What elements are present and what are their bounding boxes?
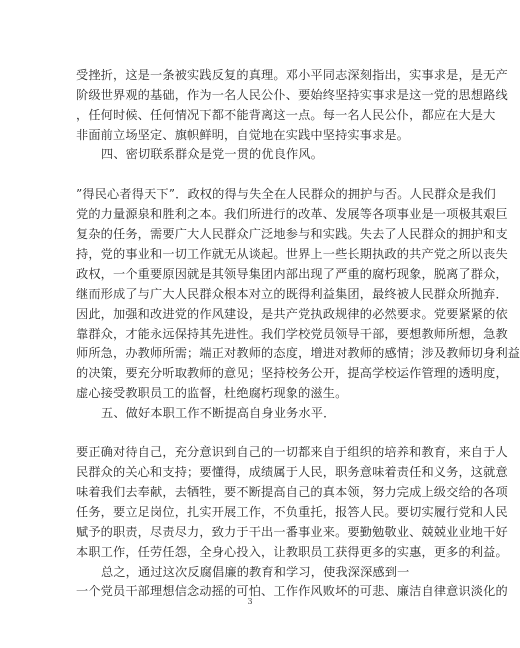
text-line: ，任何时候、任何情况下都不能背离这一点。每一名人民公仆，都应在大是大: [76, 108, 496, 122]
text-line: 非面前立场坚定、旗帜鲜明，自觉地在实践中坚持实事求是。: [76, 128, 410, 142]
text-line: 受挫折，这是一条被实践反复的真理。邓小平同志深刻指出，实事求是，是无产: [76, 68, 508, 82]
text-line: 赋予的职责，尽责尽力，致力于干出一番事业来。要勤勉敬业、兢兢业业地干好: [76, 525, 508, 539]
text-line: 阶级世界观的基础，作为一名人民公仆、要始终坚持实事求是这一党的思想路线: [76, 88, 508, 102]
text-line: 党的力量源泉和胜利之本。我们所进行的改革、发展等各项事业是一项极其艰巨: [76, 207, 508, 221]
text-line: 复杂的任务，需要广大人民群众广泛地参与和实践。失去了人民群众的拥护和支: [76, 227, 508, 241]
text-line: 任务，要立足岗位，扎实开展工作，不负重托，报答人民。要切实履行党和人民: [76, 505, 508, 519]
text-line: 的决策，要充分听取教师的意见；坚持校务公开，提高学校运作管理的透明度，: [76, 366, 508, 380]
section-heading: 四、密切联系群众是党一贯的优良作风。: [101, 147, 324, 161]
section-heading: 五、做好本职工作不断提高自身业务水平．: [101, 406, 336, 420]
text-line: 靠群众，才能永远保持其先进性。我们学校党员领导干部，要想教师所想，急教: [76, 327, 508, 341]
text-line: 味着我们去奉献，去牺牲，要不断提高自己的真本领，努力完成上级交给的各项: [76, 485, 508, 499]
text-line: 要正确对待自己，充分意识到自己的一切都来自于组织的培养和教育，来自于人: [76, 445, 508, 459]
text-line: 本职工作，任劳任怨，全身心投入，让教职员工获得更多的实惠，更多的利益。: [76, 545, 508, 559]
text-line: 师所急，办教师所需；端正对教师的态度，增进对教师的感情；涉及教师切身利益: [76, 346, 520, 360]
text-line: 总之，通过这次反腐倡廉的教育和学习，使我深深感到一: [101, 565, 410, 579]
text-line: 民群众的关心和支持；要懂得，成绩属于人民，职务意味着责任和义务，这就意: [76, 465, 508, 479]
text-line: 因此，加强和改进党的作风建设，是共产党执政规律的必然要求。党要紧紧的依: [76, 307, 508, 321]
text-line: 一个党员干部理想信念动摇的可怕、工作作风败坏的可悲、廉洁自律意识淡化的: [76, 584, 508, 598]
page-number: 3: [247, 597, 253, 606]
text-line: 继而形成了与广大人民群众根本对立的既得利益集团，最终被人民群众所抛弃．: [76, 287, 508, 301]
text-line: 虚心接受教职员工的监督，杜绝腐朽现象的滋生。: [76, 386, 348, 400]
text-line: 政权，一个重要原因就是其领导集团内部出现了严重的腐朽现象，脱离了群众，: [76, 267, 508, 281]
text-line: 持，党的事业和一切工作就无从谈起。世界上一些长期执政的共产党之所以丧失: [76, 247, 508, 261]
text-line: ”得民心者得天下”．政权的得与失全在人民群众的拥护与否。人民群众是我们: [76, 187, 496, 201]
